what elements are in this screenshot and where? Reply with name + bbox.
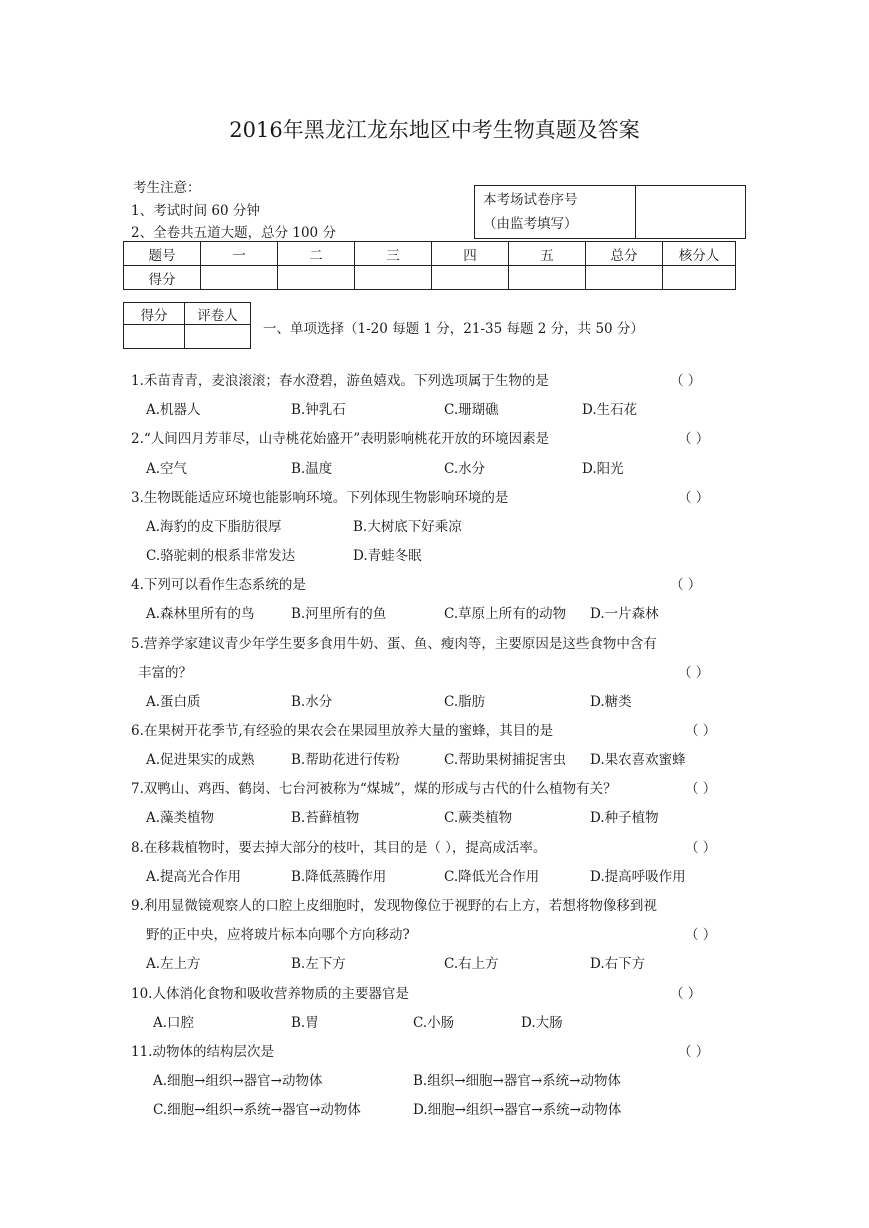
score-cell[interactable] bbox=[278, 266, 355, 290]
option-b: B.温度 bbox=[291, 461, 333, 477]
option-b: B.胃 bbox=[291, 1015, 319, 1031]
score-header-cell: 三 bbox=[355, 242, 432, 266]
section-1-heading: 一、单项选择（1-20 每题 1 分，21-35 每题 2 分，共 50 分） bbox=[263, 321, 644, 337]
option-a: A.促进果实的成熟 bbox=[146, 752, 255, 768]
option-b: B.水分 bbox=[291, 694, 333, 710]
option-d: D.糖类 bbox=[590, 694, 632, 710]
question-4-text: 4.下列可以看作生态系统的是 bbox=[131, 577, 306, 593]
answer-blank[interactable]: （ ） bbox=[685, 927, 717, 943]
option-b: B.大树底下好乘凉 bbox=[353, 519, 462, 535]
score-table bbox=[123, 241, 736, 290]
score-cell[interactable] bbox=[201, 266, 278, 290]
score-header-cell: 一 bbox=[201, 242, 278, 266]
question-7-text: 7.双鸭山、鸡西、鹤岗、七台河被称为“煤城”，煤的形成与古代的什么植物有关？ bbox=[131, 781, 617, 797]
score-cell[interactable] bbox=[663, 266, 736, 290]
serial-number-box bbox=[474, 185, 746, 239]
option-c: C.细胞→组织→系统→器官→动物体 bbox=[153, 1102, 361, 1118]
answer-blank[interactable]: （ ） bbox=[670, 577, 702, 593]
option-a: A.蛋白质 bbox=[146, 694, 201, 710]
answer-blank[interactable]: （ ） bbox=[678, 431, 710, 447]
option-c: C.降低光合作用 bbox=[444, 869, 540, 885]
option-b: B.帮助花进行传粉 bbox=[291, 752, 400, 768]
question-9-text: 9.利用显微镜观察人的口腔上皮细胞时，发现物像位于视野的右上方，若想将物像移到视 bbox=[131, 898, 657, 914]
score-header-cell: 二 bbox=[278, 242, 355, 266]
score-cell[interactable] bbox=[509, 266, 586, 290]
grader-name-label: 评卷人 bbox=[185, 303, 251, 325]
score-header-cell: 核分人 bbox=[663, 242, 736, 266]
answer-blank[interactable]: （ ） bbox=[670, 373, 702, 389]
option-d: D.右下方 bbox=[590, 956, 646, 972]
option-d: D.大肠 bbox=[521, 1015, 563, 1031]
option-c: C.小肠 bbox=[413, 1015, 455, 1031]
option-b: B.降低蒸腾作用 bbox=[291, 869, 387, 885]
score-cell[interactable] bbox=[586, 266, 663, 290]
option-d: D.细胞→组织→器官→系统→动物体 bbox=[413, 1102, 622, 1118]
notice-line-2: 2、全卷共五道大题，总分 100 分 bbox=[131, 225, 336, 241]
option-a: A.口腔 bbox=[153, 1015, 195, 1031]
answer-blank[interactable]: （ ） bbox=[685, 781, 717, 797]
option-c: C.右上方 bbox=[444, 956, 499, 972]
option-c: C.水分 bbox=[444, 461, 486, 477]
answer-blank[interactable]: （ ） bbox=[678, 665, 710, 681]
answer-blank[interactable]: （ ） bbox=[678, 490, 710, 506]
question-2-text: 2.“人间四月芳菲尽，山寺桃花始盛开”表明影响桃花开放的环境因素是 bbox=[131, 431, 550, 447]
option-c: C.蕨类植物 bbox=[444, 810, 513, 826]
serial-number-label-line-1: 本考场试卷序号 bbox=[483, 192, 578, 208]
question-5-text: 5.营养学家建议青少年学生要多食用牛奶、蛋、鱼、瘦肉等，主要原因是这些食物中含有 bbox=[131, 636, 657, 652]
score-cell[interactable] bbox=[432, 266, 509, 290]
answer-blank[interactable]: （ ） bbox=[678, 1044, 710, 1060]
option-b: B.钟乳石 bbox=[291, 402, 346, 418]
grader-box bbox=[123, 302, 251, 349]
option-a: A.提高光合作用 bbox=[146, 869, 242, 885]
option-d: D.果农喜欢蜜蜂 bbox=[590, 752, 686, 768]
grader-score-field[interactable] bbox=[124, 325, 185, 349]
option-d: D.青蛙冬眠 bbox=[353, 548, 422, 564]
question-6-text: 6.在果树开花季节,有经验的果农会在果园里放养大量的蜜蜂，其目的是 bbox=[131, 723, 554, 739]
question-9-text-continued: 野的正中央，应将玻片标本向哪个方向移动? bbox=[146, 927, 410, 943]
serial-number-label bbox=[475, 186, 636, 239]
answer-blank[interactable]: （ ） bbox=[685, 723, 717, 739]
question-8-text: 8.在移栽植物时，要去掉大部分的枝叶，其目的是（ ），提高成活率。 bbox=[131, 840, 547, 856]
notice-line-1: 1、考试时间 60 分钟 bbox=[131, 203, 260, 219]
option-a: A.海豹的皮下脂肪很厚 bbox=[146, 519, 282, 535]
option-a: A.左上方 bbox=[146, 956, 201, 972]
option-b: B.组织→细胞→器官→系统→动物体 bbox=[413, 1073, 621, 1089]
page-title: 2016年黑龙江龙东地区中考生物真题及答案 bbox=[229, 118, 640, 142]
question-5-text-continued: 丰富的？ bbox=[138, 665, 192, 681]
score-header-cell: 总分 bbox=[586, 242, 663, 266]
grader-name-field[interactable] bbox=[185, 325, 251, 349]
score-header-cell: 四 bbox=[432, 242, 509, 266]
question-10-text: 10.人体消化食物和吸收营养物质的主要器官是 bbox=[131, 986, 409, 1002]
option-d: D.一片森林 bbox=[590, 606, 659, 622]
question-1-text: 1.禾苗青青，麦浪滚滚；春水澄碧，游鱼嬉戏。下列选项属于生物的是 bbox=[131, 373, 549, 389]
question-3-text: 3.生物既能适应环境也能影响环境。下列体现生物影响环境的是 bbox=[131, 490, 509, 506]
question-11-text: 11.动物体的结构层次是 bbox=[131, 1044, 274, 1060]
option-c: C.脂肪 bbox=[444, 694, 486, 710]
option-d: D.提高呼吸作用 bbox=[590, 869, 686, 885]
option-b: B.左下方 bbox=[291, 956, 346, 972]
notice-heading: 考生注意： bbox=[133, 180, 201, 196]
score-row-label: 得分 bbox=[124, 266, 201, 290]
option-d: D.种子植物 bbox=[590, 810, 659, 826]
option-b: B.河里所有的鱼 bbox=[291, 606, 387, 622]
option-c: C.珊瑚礁 bbox=[444, 402, 499, 418]
grader-score-label: 得分 bbox=[124, 303, 185, 325]
serial-number-label-line-2: （由监考填写） bbox=[483, 216, 578, 232]
answer-blank[interactable]: （ ） bbox=[685, 840, 717, 856]
option-a: A.森林里所有的鸟 bbox=[146, 606, 255, 622]
score-header-cell: 五 bbox=[509, 242, 586, 266]
score-header-cell: 题号 bbox=[124, 242, 201, 266]
option-c: C.骆驼刺的根系非常发达 bbox=[146, 548, 296, 564]
option-d: D.生石花 bbox=[582, 402, 638, 418]
answer-blank[interactable]: （ ） bbox=[670, 986, 702, 1002]
option-a: A.细胞→组织→器官→动物体 bbox=[153, 1073, 323, 1089]
score-cell[interactable] bbox=[355, 266, 432, 290]
option-a: A.机器人 bbox=[146, 402, 201, 418]
serial-number-field[interactable] bbox=[636, 186, 746, 239]
option-a: A.藻类植物 bbox=[146, 810, 215, 826]
option-b: B.苔藓植物 bbox=[291, 810, 360, 826]
option-c: C.帮助果树捕捉害虫 bbox=[444, 752, 567, 768]
option-c: C.草原上所有的动物 bbox=[444, 606, 567, 622]
option-d: D.阳光 bbox=[582, 461, 624, 477]
option-a: A.空气 bbox=[146, 461, 188, 477]
